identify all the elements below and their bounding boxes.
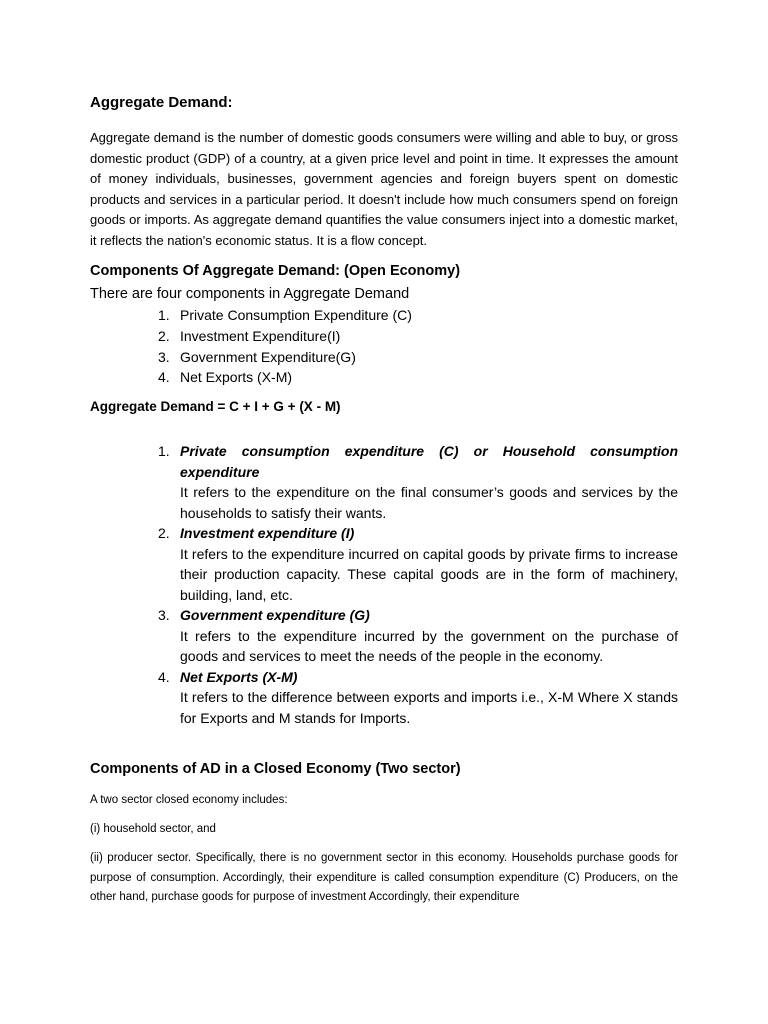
components-list xyxy=(90,305,678,388)
list-item: 2. Investment expenditure (I) It refers to the expenditure incurred on capital goods by private firms to increase their production capacity. These capital goods are in the form of machinery, building, land, etc. xyxy=(90,523,678,605)
closed-item-household: (i) household sector, and xyxy=(90,823,216,835)
detail-description: It refers to the expenditure incurred on capital goods by private firms to increase their production capacity. These capital goods are in the form of machinery, building, land, etc. xyxy=(180,545,678,603)
list-item: 4. Net Exports (X-M) xyxy=(158,369,293,386)
list-item-text: Private Consumption Expenditure (C) xyxy=(180,307,412,323)
component-details-list xyxy=(90,441,678,728)
list-item: 3. Government Expenditure(G) xyxy=(158,348,356,365)
list-item: 4. Net Exports (X-M) It refers to the difference between exports and imports i.e., X-M Where X stands for Exports and M stands for Imports. xyxy=(90,667,678,729)
closed-item-producer: (ii) producer sector. Specifically, there is no government sector in this economy. Households purchase goods for purpose of consumption. Accordingly, their expenditure is called consumption expenditure (C) Producers, on the other hand, purchase goods for purpose of investment Accordingly, their expenditure xyxy=(90,852,678,903)
list-item-text: Investment Expenditure(I) xyxy=(180,327,341,344)
heading-closed-economy: Components of AD in a Closed Economy (Two sector) xyxy=(90,761,461,777)
detail-title: Net Exports (X-M) xyxy=(180,668,298,685)
list-item: 3. Government expenditure (G) It refers to the expenditure incurred by the government on the purchase of goods and services to meet the needs of the people in the economy. xyxy=(90,605,678,667)
list-item-text: Net Exports (X-M) xyxy=(180,369,293,386)
intro-paragraph: Aggregate demand is the number of domestic goods consumers were willing and able to buy, or gross domestic product (GDP) of a country, at a given price level and point in time. It expresses the amount of money individuals, businesses, government agencies and foreign buyers spent on domestic products and services in a particular period. It doesn't include how much consumers spend on foreign goods or imports. As aggregate demand quantifies the value consumers inject into a domestic market, it reflects the nation's economic status. It is a flow concept. xyxy=(90,130,678,248)
list-item: 2. Investment Expenditure(I) xyxy=(158,327,341,344)
detail-description: It refers to the expenditure on the final consumer’s goods and services by the households to satisfy their wants. xyxy=(180,484,678,521)
detail-title: Government expenditure (G) xyxy=(180,607,370,623)
detail-description: It refers to the difference between exports and imports i.e., X-M Where X stands for Exports and M stands for Imports. xyxy=(180,689,678,726)
list-item: 1. Private consumption expenditure (C) or Household consumption expenditure It refers to the expenditure on the final consumer’s goods and services by the households to satisfy their wants. xyxy=(90,441,678,523)
list-item: 1. Private Consumption Expenditure (C) xyxy=(158,307,412,323)
detail-description: It refers to the expenditure incurred by the government on the purchase of goods and services to meet the needs of the people in the economy. xyxy=(180,627,678,664)
components-intro: There are four components in Aggregate Demand xyxy=(90,286,410,302)
list-item-text: Government Expenditure(G) xyxy=(180,348,356,365)
heading-components-open-economy: Components Of Aggregate Demand: (Open Economy) xyxy=(90,263,461,279)
aggregate-demand-formula: Aggregate Demand = C + I + G + (X - M) xyxy=(90,399,341,414)
detail-title: Investment expenditure (I) xyxy=(180,525,355,541)
heading-aggregate-demand: Aggregate Demand: xyxy=(90,94,233,111)
detail-title: Private consumption expenditure (C) or Household consumption xyxy=(180,443,678,459)
detail-title-continued: expenditure xyxy=(180,463,260,480)
closed-intro: A two sector closed economy includes: xyxy=(90,794,288,806)
